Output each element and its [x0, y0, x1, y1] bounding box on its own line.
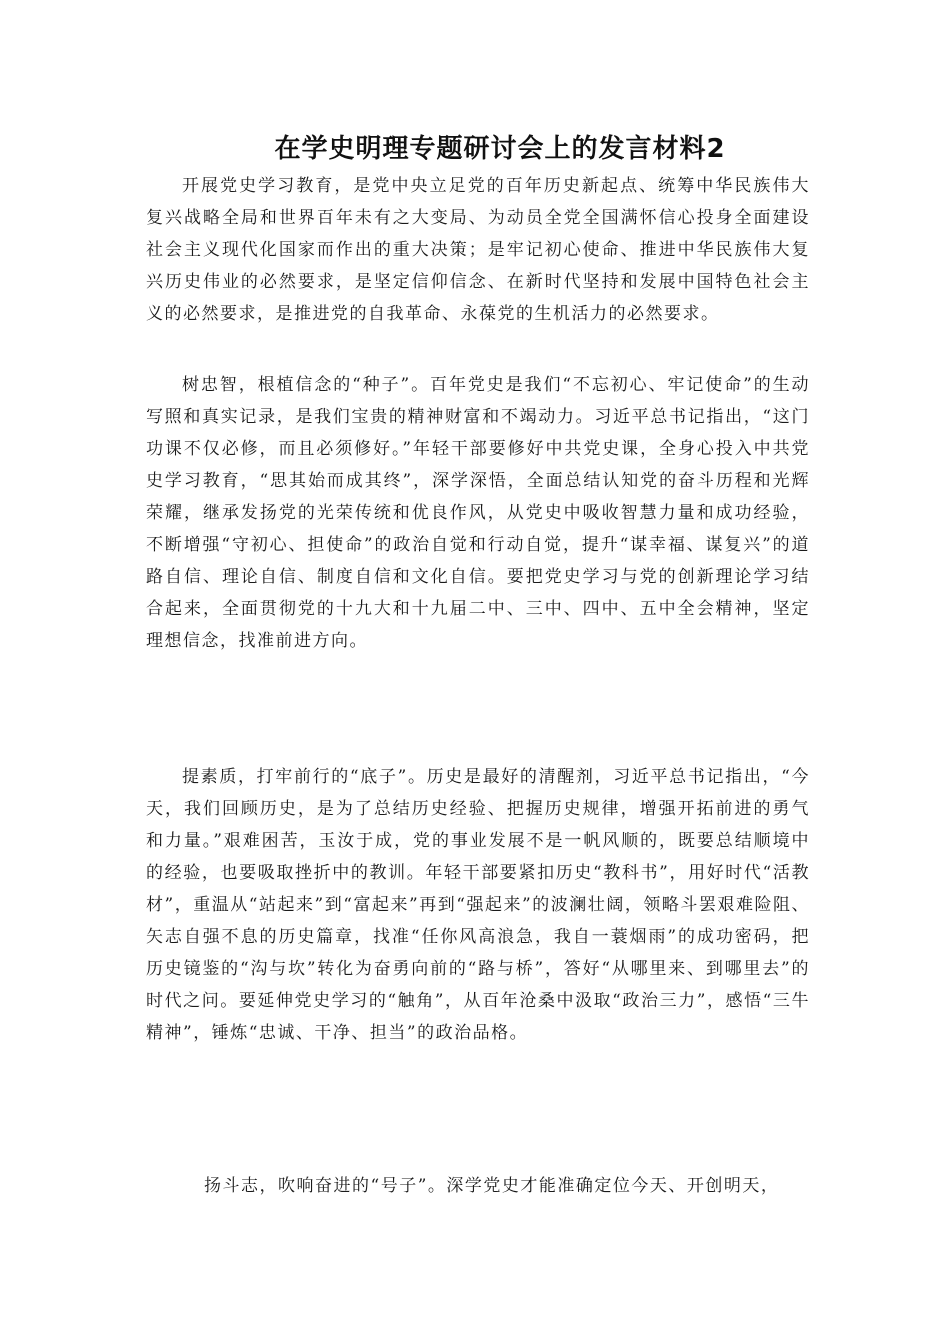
paragraph-loyalty: 树忠智，根植信念的“种子”。百年党史是我们“不忘初心、牢记使命”的生动写照和真实记录，是我们宝贵的精神财富和不竭动力。习近平总书记指出，“这门功课不仅必修，而且必须修好。”年轻干部要修好中共党史课，全身心投入中共党史学习教育，“思其始而成其终”，深学深悟，全面总结认知党的奋斗历程和光辉荣耀，继承发扬党的光荣传统和优良作风，从党史中吸收智慧力量和成功经验，不断增强“守初心、担使命”的政治自觉和行动自觉，提升“谋幸福、谋复兴”的道路自信、理论自信、制度自信和文化自信。要把党史学习与党的创新理论学习结合起来，全面贯彻党的十九大和十九届二中、三中、四中、五中全会精神，坚定理想信念，找准前进方向。	[146, 375, 810, 651]
document-title: 在学史明理专题研讨会上的发言材料2	[274, 134, 726, 164]
paragraph-quality: 提素质，打牢前行的“底子”。历史是最好的清醒剂，习近平总书记指出，“今天，我们回顾历史，是为了总结历史经验、把握历史规律，增强开拓前进的勇气和力量。”艰难困苦，玉汝于成，党的事业发展不是一帆风顺的，既要总结顺境中的经验，也要吸取挫折中的教训。年轻干部要紧扣历史“教科书”，用好时代“活教材”，重温从“站起来”到“富起来”再到“强起来”的波澜壮阔，领略斗罢艰难险阻、矢志自强不息的历史篇章，找准“任你风高浪急，我自一蓑烟雨”的成功密码，把历史镜鉴的“沟与坎”转化为奋勇向前的“路与桥”，答好“从哪里来、到哪里去”的时代之问。要延伸党史学习的“触角”，从百年沧桑中汲取“政治三力”，感悟“三牛精神”，锤炼“忠诚、干净、担当”的政治品格。	[146, 767, 810, 1043]
paragraph-spirit: 扬斗志，吹响奋进的“号子”。深学党史才能准确定位今天、开创明天，	[204, 1176, 780, 1196]
paragraph-intro: 开展党史学习教育，是党中央立足党的百年历史新起点、统筹中华民族伟大复兴战略全局和世界百年未有之大变局、为动员全党全国满怀信心投身全面建设社会主义现代化国家而作出的重大决策；是牢记初心使命、推进中华民族伟大复兴历史伟业的必然要求，是坚定信仰信念、在新时代坚持和发展中国特色社会主义的必然要求，是推进党的自我革命、永葆党的生机活力的必然要求。	[146, 176, 810, 324]
